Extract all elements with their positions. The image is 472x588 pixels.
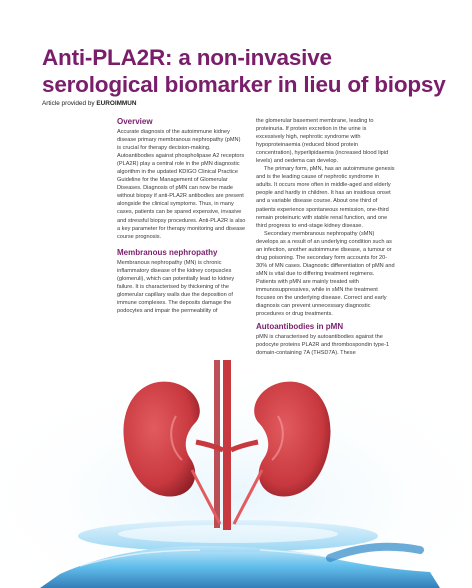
membranous-nephropathy-heading: Membranous nephropathy <box>117 247 218 257</box>
overview-heading: Overview <box>117 117 153 126</box>
autoantibodies-text: pMN is characterised by autoantibodies against the podocyte proteins PLA2R and thrombospondin type-1 domain-containing 7A (THSD7A). These <box>256 334 390 357</box>
overview-text: Accurate diagnosis of the autoimmune kidney disease primary membranous nephropathy (pMN) is crucial for therapy decision-making. Autoantibodies against phospholipase A2 receptors (PLA2R) play a central role in the pMN diagnostic algorithm in the updated KDIGO Clinical Practice Guideline for the Management of Glomerular Diseases. Diagnosis of pMN can now be made without biopsy if anti-PLA2R antibodies are present alongside the clinical symptoms. Thus, in many cases, patients can be spared expensive, invasive and stressful biopsy procedures. Anti-PLA2R is also a key parameter for therapy monitoring and disease course prognosis. <box>117 129 246 240</box>
right-column <box>256 117 396 357</box>
byline-prefix: Article provided by <box>42 100 95 107</box>
paragraph-proteinuria: the glomerular basement membrane, leading to proteinuria. If protein excretion in the urine is excessively high, nephrotic syndrome with hypoproteinaemia (reduced blood protein concentration), hyperlipidaemia (increased blood lipid levels) and oedema can develop. <box>256 118 389 165</box>
article-title: Anti-PLA2R: a non-invasive serological biomarker in lieu of biopsy <box>42 45 446 97</box>
byline-provider: EUROIMMUN <box>96 100 137 107</box>
autoantibodies-heading: Autoantibodies in pMN <box>256 322 344 332</box>
aorta <box>223 360 231 530</box>
vena-cava <box>214 360 220 528</box>
paragraph-secondary-form: Secondary membranous nephropathy (sMN) develops as a result of an underlying condition such as an infection, another autoimmune disease, a tumour or drug poisoning. The secondary form accounts for 20-30% of MN cases. Diagnostic differentiation of pMN and sMN is vital due to differing treatment regimens. Patients with pMN are mainly treated with immunosuppressives, while in sMN the treatment focuses on the underlying disease. Correct and early diagnosis can prevent unnecessary diagnostic procedures or drug treatments. <box>256 230 395 318</box>
byline <box>42 100 136 107</box>
left-column <box>117 117 246 315</box>
paragraph-primary-form: The primary form, pMN, has an autoimmune genesis and is the leading cause of nephrotic syndrome in adults. It occurs more often in middle-aged and elderly people and hardly in children. It has an insidious onset and a variable disease course. About one third of patients experience spontaneous remission, one-third remain proteinuric with stable renal function, and one third progress to end-stage kidney disease. <box>256 166 395 229</box>
kidney-hand-illustration <box>0 360 472 588</box>
membranous-nephropathy-text: Membranous nephropathy (MN) is chronic inflammatory disease of the kidney corpuscles (glomeruli), which can potentially lead to kidney failure. It is characterised by thickening of the glomerular capillary walls due the deposition of immune complexes. The deposits damage the podocytes and impair the permeability of <box>117 259 235 314</box>
